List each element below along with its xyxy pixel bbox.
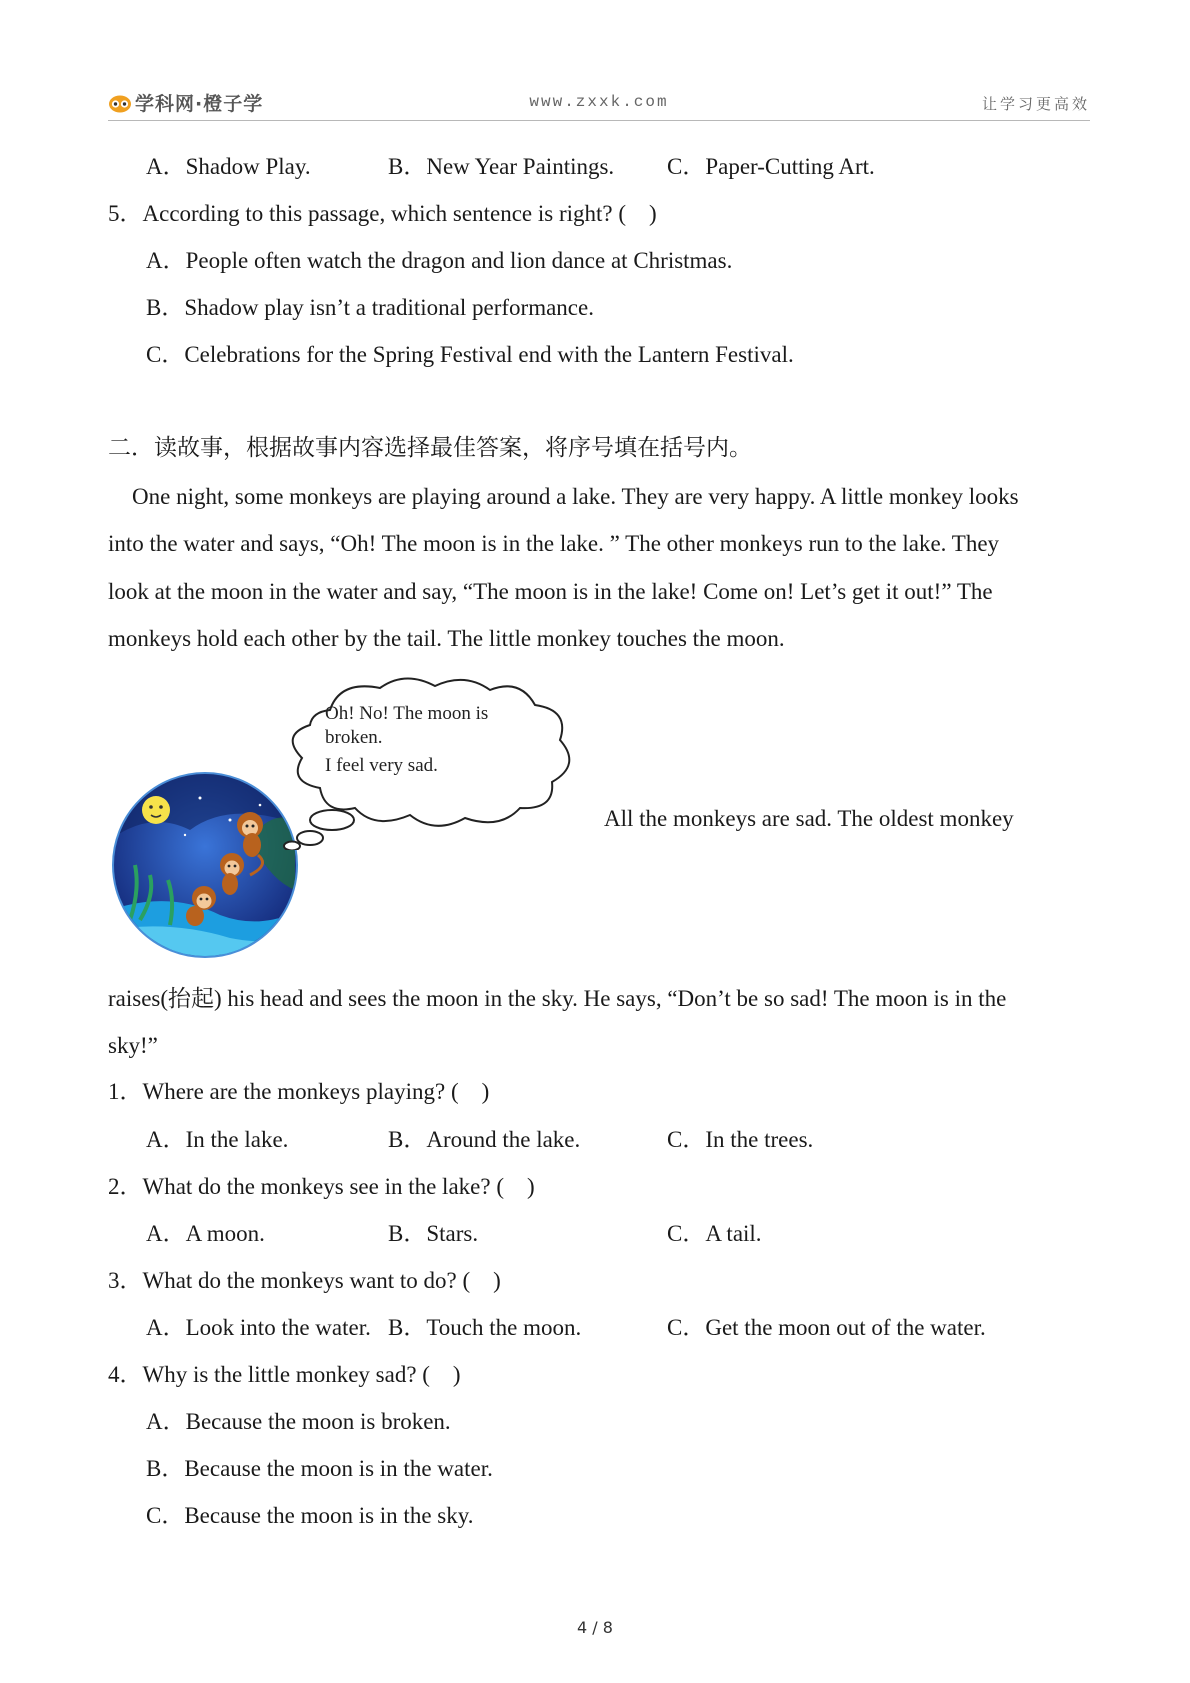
- q3-option-a: A．Look into the water.: [146, 1315, 371, 1340]
- page-header: [108, 86, 1090, 121]
- prev-q4-option-a: A．Shadow Play.: [146, 154, 311, 179]
- q1-option-a: A．In the lake.: [146, 1127, 289, 1152]
- logo-text: 学科网·橙子学: [135, 93, 264, 115]
- story-line-2: into the water and says, “Oh! The moon is in the lake. ” The other monkeys run to the lake. They: [108, 531, 1000, 556]
- bubble-line-2: broken.: [325, 727, 383, 748]
- prev-q5-option-b: B．Shadow play isn’t a traditional performance.: [146, 295, 594, 320]
- q2-option-a: A．A moon.: [146, 1221, 265, 1246]
- q4-option-a: A．Because the moon is broken.: [146, 1409, 451, 1434]
- bubble-line-3: I feel very sad.: [325, 755, 438, 776]
- page-number: 4 / 8: [577, 1618, 613, 1637]
- q2-option-c: C．A tail.: [667, 1221, 762, 1246]
- prev-q4-option-c: C．Paper-Cutting Art.: [667, 154, 875, 179]
- story-line-5: raises(抬起) his head and sees the moon in the sky. He says, “Don’t be so sad! The moon is in the: [108, 986, 1007, 1011]
- q3-option-c: C．Get the moon out of the water.: [667, 1315, 986, 1340]
- prev-q5-option-c: C．Celebrations for the Spring Festival end with the Lantern Festival.: [146, 342, 794, 367]
- prev-q4-option-b: B．New Year Paintings.: [388, 154, 615, 179]
- prev-q5-option-a: A．People often watch the dragon and lion dance at Christmas.: [146, 248, 733, 273]
- story-line-4: monkeys hold each other by the tail. The little monkey touches the moon.: [108, 626, 785, 651]
- story-line-6: sky!”: [108, 1033, 158, 1058]
- q4-stem: 4．Why is the little monkey sad? ( ): [108, 1362, 461, 1387]
- q3-option-b: B．Touch the moon.: [388, 1315, 582, 1340]
- q1-stem: 1．Where are the monkeys playing? ( ): [108, 1079, 490, 1104]
- bubble-line-1: Oh! No! The moon is: [325, 703, 489, 724]
- prev-q5-stem: 5．According to this passage, which sentence is right? ( ): [108, 201, 657, 226]
- q3-stem: 3．What do the monkeys want to do? ( ): [108, 1268, 501, 1293]
- story-line-3: look at the moon in the water and say, “The moon is in the lake! Come on! Let’s get it out!” The: [108, 579, 993, 604]
- slogan: 让学习更高效: [981, 95, 1090, 113]
- section-title: 二．读故事，根据故事内容选择最佳答案，将序号填在括号内。: [108, 435, 752, 461]
- q1-option-b: B．Around the lake.: [388, 1127, 581, 1152]
- story-line-1: One night, some monkeys are playing around a lake. They are very happy. A little monkey looks: [132, 484, 1019, 509]
- q2-option-b: B．Stars.: [388, 1221, 479, 1246]
- site-url: www.zxxk.com: [529, 93, 669, 111]
- q4-option-b: B．Because the moon is in the water.: [146, 1456, 493, 1481]
- q1-option-c: C．In the trees.: [667, 1127, 814, 1152]
- q2-stem: 2．What do the monkeys see in the lake? ( ): [108, 1174, 535, 1199]
- story-side-text: All the monkeys are sad. The oldest monkey: [604, 806, 1014, 831]
- q4-option-c: C．Because the moon is in the sky.: [146, 1503, 474, 1528]
